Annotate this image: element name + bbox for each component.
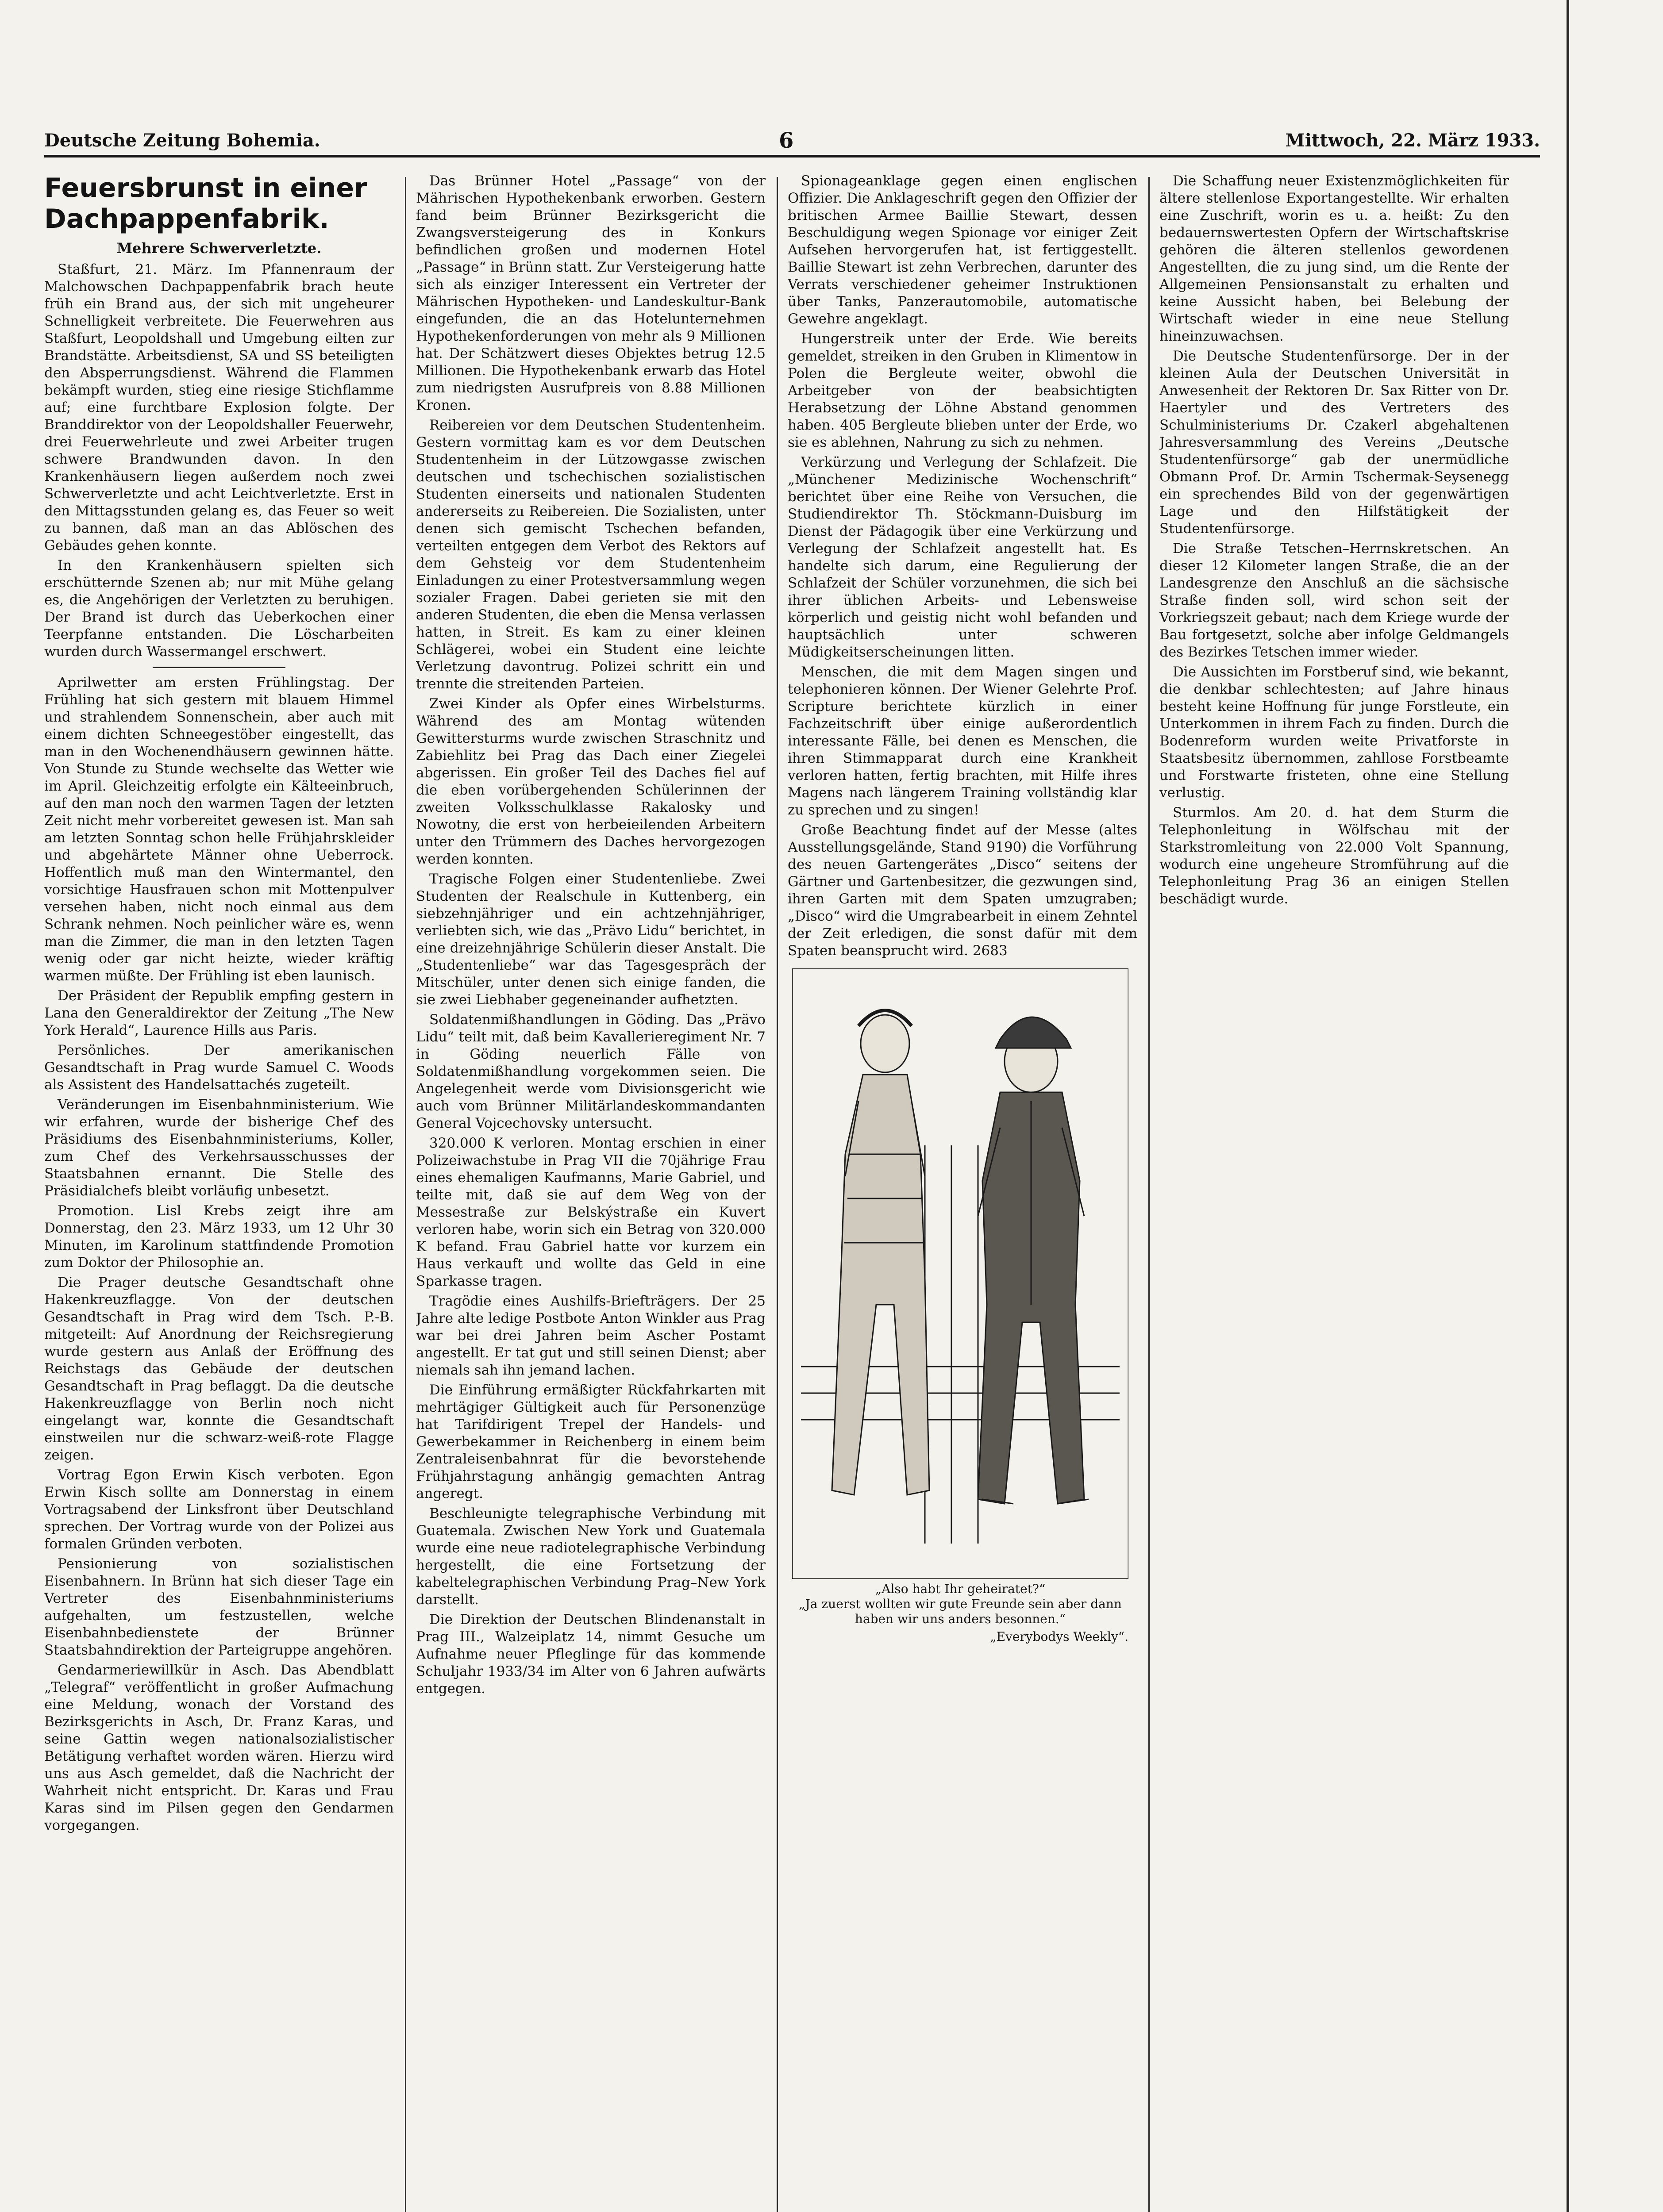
news-item: Aprilwetter am ersten Frühlingstag. Der Frühling hat sich gestern mit blauem Himmel und strahlendem Sonnenschein, aber auch mit einem dichten Schneegestöber eingestellt, das man in den Wochenendhäusern gewinnen hätte. Von Stunde zu Stunde wechselte das Wetter wie im April. Gleichzeitig erfolgte ein Kälteeinbruch, auf den man noch den warmen Tagen der letzten Zeit nicht mehr vorbereitet gewesen ist. Man sah am letzten Sonntag schon helle Frühjahrskleider und abgehärtete Männer ohne Ueberrock. Hoffentlich muß man den Wintermantel, den vorsichtige Hausfrauen schon mit Mottenpulver versehen haben, nicht noch einmal aus dem Schrank nehmen. Noch peinlicher wäre es, wenn man die Zimmer, die man in den letzten Tagen wenig oder gar nicht heizte, wieder kräftig warmen müßte. Der Frühling ist eben launisch. [44, 675, 394, 984]
news-item: Soldatenmißhandlungen in Göding. Das „Prävo Lidu“ teilt mit, daß beim Kavallerieregiment Nr. 7 in Göding neuerlich Fälle von Soldatenmißhandlung vorgekommen seien. Die Angelegenheit werde vom Divisionsgericht wie auch vom Brünner Militärlandeskommandanten General Vojcechovsky untersucht. [416, 1012, 766, 1131]
column-1 [44, 173, 394, 2212]
article-paragraph: Staßfurt, 21. März. Im Pfannenraum der Malchowschen Dachpappenfabrik brach heute früh ein Brand aus, der sich mit ungeheurer Schnelligkeit verbreitete. Die Feuerwehren aus Staßfurt, Leopoldshall und Umgebung eilten zur Brandstätte. Arbeitsdienst, SA und SS beteiligten den Absperrungsdienst. Während die Flammen bekämpft wurden, stieg eine riesige Stichflamme auf; eine furchtbare Explosion folgte. Der Branddirektor von der Leopoldshaller Feuerwehr, drei Feuerwehrleute und zwei Arbeiter trugen schwere Brandwunden davon. In den Krankenhäusern liegen außerdem noch zwei Schwerverletzte und acht Leichtverletzte. Erst in den Mittagsstunden gelang es, das Feuer so weit zu bannen, daß man an das Ablöschen des Gebäudes gehen konnte. [44, 261, 394, 553]
news-item: Vortrag Egon Erwin Kisch verboten. Egon Erwin Kisch sollte am Donnerstag in einem Vortragsabend der Linksfront über Deutschland sprechen. Der Vortrag wurde von der Polizei aus formalen Gründen verboten. [44, 1467, 394, 1552]
news-item: Die Aussichten im Forstberuf sind, wie bekannt, die denkbar schlechtesten; auf Jahre hinaus besteht keine Hoffnung für junge Forstleute, ein Unterkommen in ihrem Fach zu finden. Durch die Bodenreform wurden weite Privatforste in Staatsbesitz übernommen, zahllose Forstbeamte und Forstwarte fristeten, ohne eine Stellung verlustig. [1159, 664, 1509, 801]
article-paragraph: In den Krankenhäusern spielten sich erschütternde Szenen ab; nur mit Mühe gelang es, die Angehörigen der Verletzten zu beruhigen. Der Brand ist durch das Ueberkochen einer Teerpfanne entstanden. Die Löscharbeiten wurden durch Wassermangel erschwert. [44, 557, 394, 660]
news-item: Tragische Folgen einer Studentenliebe. Zwei Studenten der Realschule in Kuttenberg, ein siebzehnjähriger und ein achtzehnjähriger, verliebten sich, wie das „Prävo Lidu“ berichtet, in eine dreizehnjährige Schülerin dieser Anstalt. Die „Studentenliebe“ war das Tagesgespräch der Mitschüler, unter denen sich einige fanden, die sie zwei Liebhaber gegeneinander aufhetzten. [416, 871, 766, 1008]
article-title: Feuersbrunst in einer Dachpappenfabrik. [44, 173, 367, 234]
news-item: Hungerstreik unter der Erde. Wie bereits gemeldet, streiken in den Gruben in Klimentow in Polen die Bergleute weiter, obwohl die Arbeitgeber von der beabsichtigten Herabsetzung der Löhne Abstand genommen haben. 405 Bergleute blieben unter der Erde, wo sie es ablehnen, Nahrung zu sich zu nehmen. [788, 331, 1137, 450]
news-item: Sturmlos. Am 20. d. hat dem Sturm die Telephonleitung in Wölfschau mit der Starkstromleitung von 22.000 Volt Spannung, wodurch eine ungeheure Stromführung auf die Telephonleitung Prag 36 an einigen Stellen beschädigt wurde. [1159, 805, 1509, 907]
column-4 [1159, 173, 1509, 2212]
news-item: Zwei Kinder als Opfer eines Wirbelsturms. Während des am Montag wütenden Gewittersturms wurde zwischen Straschnitz und Zabiehlitz bei Prag das Dach einer Ziegelei abgerissen. Ein großer Teil des Daches fiel auf die eben vorübergehenden Schülerinnen der zweiten Volksschulklasse Rakalosky und Nowotny, die erst von herbeieilenden Arbeitern unter den Trümmern des Daches hervorgezogen werden konnten. [416, 696, 766, 867]
column-rule [405, 177, 406, 2212]
news-item: Die Einführung ermäßigter Rückfahrkarten mit mehrtägiger Gültigkeit auch für Personenzüge hat Tarifdirigent Trepel der Handels- und Gewerbekammer in Reichenberg in einem beim Zentraleisenbahnrat für die bevorstehende Frühjahrstagung anhängig gemachten Antrag angeregt. [416, 1382, 766, 1502]
column-rule [1148, 177, 1150, 2212]
separator [153, 667, 285, 668]
issue-date: Mittwoch, 22. März 1933. [1285, 130, 1540, 151]
advertisement: Große Beachtung findet auf der Messe (altes Ausstellungsgelände, Stand 9190) die Vorführung des neuen Gartengerätes „Disco“ seitens der Gärtner und Gartenbesitzer, die gezwungen sind, ihren Garten mit dem Spaten umzugraben; „Disco“ wird die Umgrabearbeit in einem Zehntel der Zeit erledigen, die sonst dafür mit dem Spaten beansprucht wird. 2683 [788, 822, 1137, 959]
article-subtitle: Mehrere Schwerverletzte. [116, 240, 322, 257]
news-item: Veränderungen im Eisenbahnministerium. Wie wir erfahren, wurde der bisherige Chef des Präsidiums des Eisenbahnministeriums, Koller, zum Chef des Verkehrsausschusses der Staatsbahnen ernannt. Die Stelle des Präsidialchefs bleibt vorläufig unbesetzt. [44, 1097, 394, 1199]
column-rule [777, 177, 778, 2212]
page-number: 6 [779, 128, 794, 153]
news-item: Die Direktion der Deutschen Blindenanstalt in Prag III., Walzeiplatz 14, nimmt Gesuche um Aufnahme neuer Pfleglinge für das kommende Schuljahr 1933/34 im Alter von 6 Jahren aufwärts entgegen. [416, 1612, 766, 1697]
news-item: Beschleunigte telegraphische Verbindung mit Guatemala. Zwischen New York und Guatemala wurde eine neue radiotelegraphische Verbindung hergestellt, die eine Fortsetzung der kabeltelegraphischen Verbindung Prag–New York darstellt. [416, 1505, 766, 1608]
paper-name: Deutsche Zeitung Bohemia. [44, 130, 320, 151]
cartoon-credit: „Everybodys Weekly“. [990, 1629, 1128, 1644]
news-item: Das Brünner Hotel „Passage“ von der Mährischen Hypothekenbank erworben. Gestern fand beim Brünner Bezirksgericht die Zwangsversteigerung des in Konkurs befindlichen großen und modernen Hotel „Passage“ in Brünn statt. Zur Versteigerung hatte sich als einziger Interessent ein Vertreter der Mährischen Hypotheken- und Landeskultur-Bank eingefunden, die an das Hotelunternehmen Hypothekenforderungen von mehr als 9 Millionen hat. Der Schätzwert dieses Objektes betrug 12.5 Millionen. Die Hypothekenbank erwarb das Hotel zum niedrigsten Ausrufpreis von 8.88 Millionen Kronen. [416, 173, 766, 413]
news-item: Tragödie eines Aushilfs-Briefträgers. Der 25 Jahre alte ledige Postbote Anton Winkler aus Prag war bei drei Jahren beim Ascher Postamt angestellt. Er tat gut und still seinen Dienst; aber niemals sah ihn jemand lachen. [416, 1293, 766, 1378]
news-item: Verkürzung und Verlegung der Schlafzeit. Die „Münchener Medizinische Wochenschrift“ berichtet über eine Reihe von Versuchen, die Studiendirektor Th. Stöckmann-Duisburg im Dienst der Pädagogik über eine Verkürzung und Verlegung der Schlafzeit angestellt hat. Es handelte sich darum, eine Regulierung der Schlafzeit der Schüler vorzunehmen, die sich bei ihrer üblichen Arbeits- und Lebensweise körperlich und geistig nicht wohl befanden und hauptsächlich unter schweren Müdigkeitserscheinungen litten. [788, 454, 1137, 660]
news-item: Menschen, die mit dem Magen singen und telephonieren können. Der Wiener Gelehrte Prof. Scripture berichtete kürzlich in einer Fachzeitschrift über einige außerordentlich interessante Fälle, bei denen es Menschen, die ihren Stimmapparat durch eine Krankheit verloren hatten, fertig brachten, mit Hilfe ihres Magens nach längerem Training vollständig klar zu sprechen und zu singen! [788, 664, 1137, 818]
cartoon-illustration [792, 968, 1128, 1644]
news-item: Die Schaffung neuer Existenzmöglichkeiten für ältere stellenlose Exportangestellte. Wir erhalten eine Zuschrift, worin es u. a. heißt: Zu den bedauernswertesten Opfern der Wirtschaftskrise gehören die älteren stellenlos gewordenen Angestellten, die zu jung sind, um die Rente der Allgemeinen Pensionsanstalt zu erhalten und keine Aussicht haben, bei Belebung der Wirtschaft wieder in eine neue Stellung hineinzuwachsen. [1159, 173, 1509, 344]
column-2 [416, 173, 766, 2212]
news-item: Promotion. Lisl Krebs zeigt ihre am Donnerstag, den 23. März 1933, um 12 Uhr 30 Minuten, im Karolinum stattfindende Promotion zum Doktor der Philosophie an. [44, 1203, 394, 1271]
news-item: Pensionierung von sozialistischen Eisenbahnern. In Brünn hat sich dieser Tage ein Vertreter des Eisenbahnministeriums aufgehalten, um festzustellen, welche Eisenbahnbedienstete der Brünner Staatsbahndirektion der Parteigruppe angehören. [44, 1556, 394, 1658]
news-item: Spionageanklage gegen einen englischen Offizier. Die Anklageschrift gegen den Offizier der britischen Armee Baillie Stewart, dessen Beschuldigung wegen Spionage vor einiger Zeit Aufsehen hervorgerufen hat, ist fertiggestellt. Baillie Stewart ist zehn Verbrechen, darunter des Verrats verschiedener geheimer Instruktionen über Tanks, Panzerautomobile, automatische Gewehre angeklagt. [788, 173, 1137, 327]
news-item: Die Straße Tetschen–Herrnskretschen. An dieser 12 Kilometer langen Straße, die an der Landesgrenze den Anschluß an die sächsische Straße finden soll, wird schon seit der Vorkriegszeit gebaut; nach dem Kriege wurde der Bau fortgesetzt, solche aber infolge Geldmangels des Bezirkes Tetschen immer wieder. [1159, 541, 1509, 660]
news-item: Die Deutsche Studentenfürsorge. Der in der kleinen Aula der Deutschen Universität in Anwesenheit der Rektoren Dr. Sax Ritter von Dr. Haertyler und des Vertreters des Schulministeriums Dr. Czakerl abgehaltenen Jahresversammlung des Vereins „Deutsche Studentenfürsorge“ gab der unermüdliche Obmann Prof. Dr. Armin Tschermak-Seysenegg ein sprechendes Bild von der gegenwärtigen Lage und den Hilfstätigkeit der Studentenfürsorge. [1159, 348, 1509, 537]
news-item: Gendarmeriewillkür in Asch. Das Abendblatt „Telegraf“ veröffentlicht in großer Aufmachung eine Meldung, wonach der Vorstand des Bezirksgerichts in Asch, Dr. Franz Karas, und seine Gattin wegen nationalsozialistischer Betätigung verhaftet worden wären. Hierzu wird uns aus Asch gemeldet, daß die Nachricht der Wahrheit nicht entspricht. Dr. Karas und Frau Karas sind im Pilsen gegen den Gendarmen vorgegangen. [44, 1662, 394, 1833]
column-3 [788, 173, 1137, 2212]
news-item: Die Prager deutsche Gesandtschaft ohne Hakenkreuzflagge. Von der deutschen Gesandtschaft in Prag wird dem Tsch. P.-B. mitgeteilt: Auf Anordnung der Reichsregierung wurde gestern aus Anlaß der Eröffnung des Reichstags das Gebäude der deutschen Gesandtschaft in Prag beflaggt. Da die deutsche Hakenkreuzflagge von Berlin noch nicht eingelangt war, konnte die Gesandtschaft einstweilen nur die schwarz-weiß-rote Flagge zeigen. [44, 1275, 394, 1463]
masthead [44, 128, 1540, 157]
news-item: Persönliches. Der amerikanischen Gesandtschaft in Prag wurde Samuel C. Woods als Assistent des Handelsattachés zugeteilt. [44, 1042, 394, 1093]
cartoon-caption: „Also habt Ihr geheiratet?“ „Ja zuerst wollten wir gute Freunde sein aber dann haben wir uns anders besonnen.“ [799, 1582, 1122, 1626]
news-item: Der Präsident der Republik empfing gestern in Lana den Generaldirektor der Zeitung „The New York Herald“, Laurence Hills aus Paris. [44, 988, 394, 1038]
news-item: Reibereien vor dem Deutschen Studentenheim. Gestern vormittag kam es vor dem Deutschen Studentenheim in der Lützowgasse zwischen deutschen und tschechischen sozialistischen Studenten einerseits und nationalen Studenten andererseits zu Reibereien. Die Sozialisten, unter denen sich gemischt Tschechen befanden, verteilten entgegen dem Verbot des Rektors auf dem Gehsteig vor dem Studentenheim Einladungen zu einer Protestversammlung wegen sozialer Fragen. Dabei gerieten sie mit den anderen Studenten, die eben die Mensa verlassen hatten, in Streit. Es kam zu einer kleinen Schlägerei, wobei ein Student eine leichte Verletzung davontrug. Polizei schritt ein und trennte die streitenden Parteien. [416, 417, 766, 692]
cartoon-drawing [792, 968, 1128, 1579]
newspaper-page [44, 128, 1540, 2212]
news-item: 320.000 K verloren. Montag erschien in einer Polizeiwachstube in Prag VII die 70jährige Frau eines ehemaligen Kaufmanns, Marie Gabriel, und teilte mit, daß sie auf dem Weg von der Messestraße zur Belskýstraße ein Kuvert verloren habe, worin sich ein Betrag von 320.000 K befand. Frau Gabriel hatte vor kurzem ein Haus verkauft und wollte das Geld in eine Sparkasse tragen. [416, 1135, 766, 1289]
page-edge-rule [1567, 0, 1569, 2212]
